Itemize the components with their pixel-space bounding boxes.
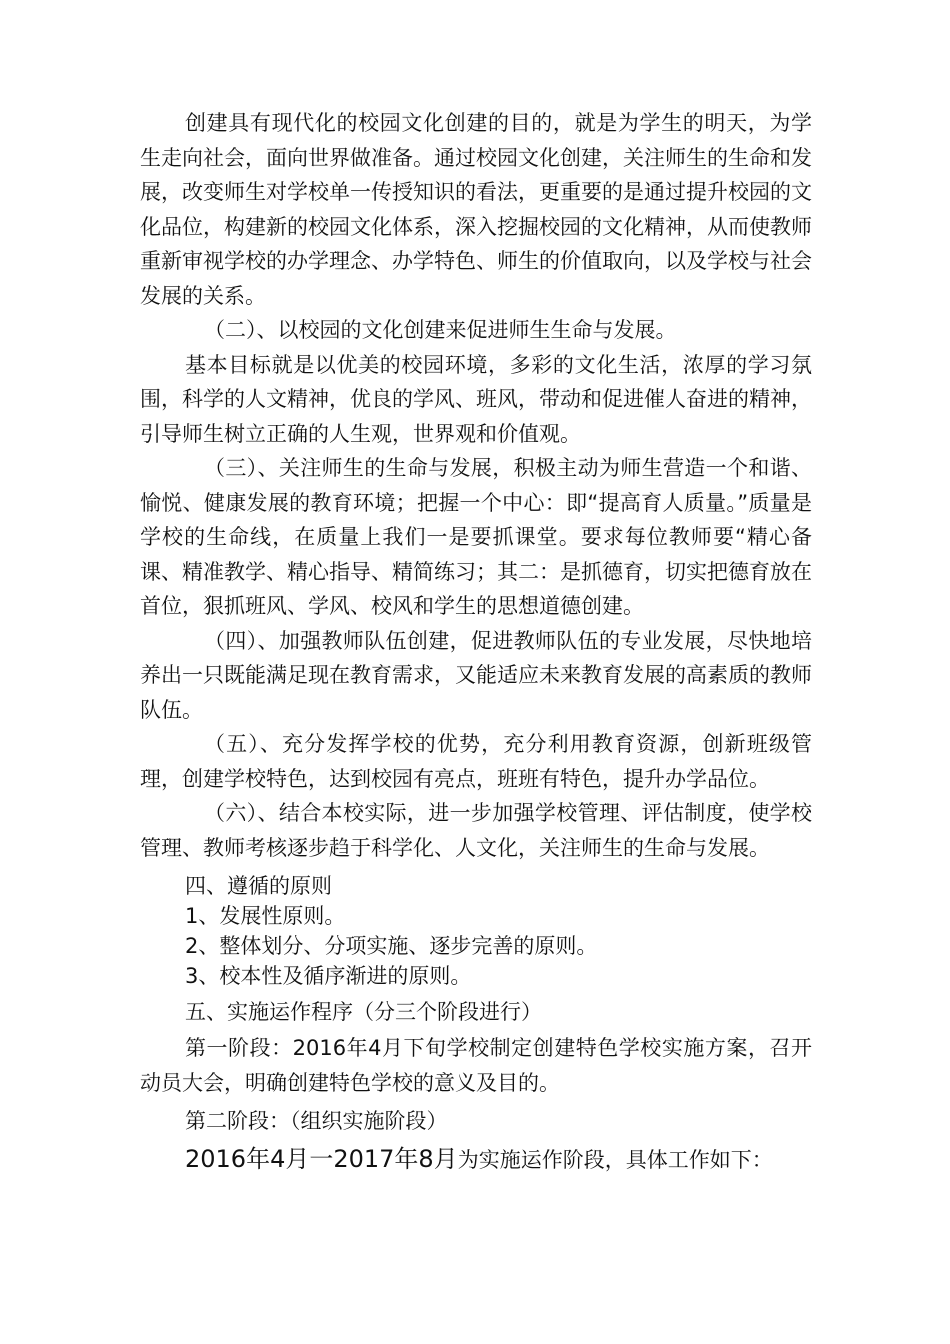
paragraph-stage-1: 第一阶段：2016年4月下旬学校制定创建特色学校实施方案，召开动员大会，明确创建特色学校的意义及目的。 [140,1036,812,1095]
paragraph-section-3: （三）、关注师生的生命与发展，积极主动为师生营造一个和谐、愉悦、健康发展的教育环境；把握一个中心：即“提高育人质量。”质量是学校的生命线，在质量上我们一是要抓课堂。要求每位教师要“精心备课、精准教学、精心指导、精简练习；其二：是抓德育，切实把德育放在首位，狠抓班风、学风、校风和学生的思想道德创建。 [140,456,812,618]
paragraph-stage-2-period [140,1142,812,1177]
stage-2-description: 为实施运作阶段，具体工作如下： [457,1148,773,1172]
paragraph-basic-goal: 基本目标就是以优美的校园环境，多彩的文化生活，浓厚的学习氛围，科学的人文精神，优良的学风、班风，带动和促进催人奋进的精神，引导师生树立正确的人生观，世界观和价值观。 [140,352,812,446]
principle-item-1: 1、发展性原则。 [185,904,346,928]
paragraph-section-4: （四）、加强教师队伍创建，促进教师队伍的专业发展，尽快地培养出一只既能满足现在教育需求，又能适应未来教育发展的高素质的教师队伍。 [140,628,812,722]
date-range-text: 2016年4月一2017年8月 [185,1145,458,1173]
heading-implementation: 五、实施运作程序（分三个阶段进行） [185,1000,542,1024]
paragraph-section-5: （五）、充分发挥学校的优势，充分利用教育资源，创新班级管理，创建学校特色，达到校园有亮点，班班有特色，提升办学品位。 [140,732,812,791]
paragraph-stage-2: 第二阶段：（组织实施阶段） [185,1109,448,1133]
paragraph-school-culture-purpose: 创建具有现代化的校园文化创建的目的，就是为学生的明天，为学生走向社会，面向世界做准备。通过校园文化创建，关注师生的生命和发展，改变师生对学校单一传授知识的看法，更重要的是通过提升校园的文化品位，构建新的校园文化体系，深入挖掘校园的文化精神，从而使教师重新审视学校的办学理念、办学特色、师生的价值取向，以及学校与社会发展的关系。 [140,111,812,308]
document-body [140,106,812,1177]
heading-section-2: （二）、以校园的文化创建来促进师生生命与发展。 [204,318,677,342]
principle-item-3: 3、校本性及循序渐进的原则。 [185,964,472,988]
heading-principles: 四、遵循的原则 [185,874,332,898]
paragraph-section-6: （六）、结合本校实际，进一步加强学校管理、评估制度，使学校管理、教师考核逐步趋于科学化、人文化，关注师生的生命与发展。 [140,801,812,860]
principle-item-2: 2、整体划分、分项实施、逐步完善的原则。 [185,934,598,958]
